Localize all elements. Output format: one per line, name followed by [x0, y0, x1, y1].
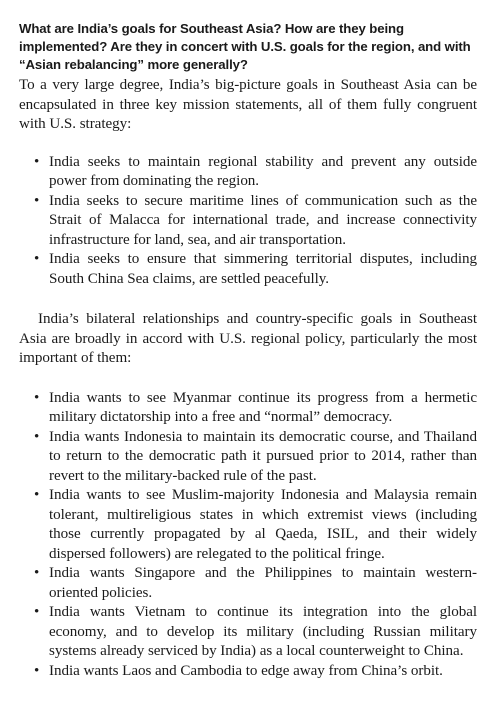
list-item-text: India wants Indonesia to maintain its democratic course, and Thailand to return to the democratic path it pursued prior to 2014, rather than revert to the military-backed rule of the past. [49, 428, 477, 484]
list-item-text: India wants to see Muslim-majority Indonesia and Malaysia remain tolerant, multireligious states in which extremist views (including those currently propagated by al Qaeda, ISIL, and their widely dispersed followers) are relegated to the political fringe. [49, 487, 477, 562]
list-item-text: India wants Singapore and the Philippines to maintain western-oriented policies. [49, 565, 477, 601]
list-item [34, 389, 477, 428]
spacer [19, 369, 477, 389]
list-item-text: India seeks to ensure that simmering territorial disputes, including South China Sea claims, are settled peacefully. [49, 251, 477, 287]
list-item [34, 486, 477, 564]
bullet-icon: • [34, 662, 40, 679]
spacer [19, 289, 477, 310]
list-item-text: India seeks to maintain regional stability and prevent any outside power from dominating the region. [49, 153, 477, 189]
list-item [34, 153, 477, 192]
bullet-icon: • [34, 487, 40, 503]
list-item-text: India wants to see Myanmar continue its progress from a hermetic military dictatorship into a free and “normal” democracy. [49, 389, 477, 425]
bullet-icon: • [34, 153, 40, 170]
document-page [19, 20, 477, 681]
bilateral-paragraph: India’s bilateral relationships and country-specific goals in Southeast Asia are broadly in accord with U.S. regional policy, particularly the most important of them: [19, 311, 477, 366]
list-item-text: India wants Vietnam to continue its integration into the global economy, and to develop its military (including Russian military systems already serviced by India) as a local counterweight to China. [49, 604, 477, 659]
list-item [34, 662, 477, 682]
bullet-icon: • [34, 389, 40, 406]
bullet-icon: • [34, 565, 40, 581]
bullet-icon: • [34, 604, 40, 620]
bullet-icon: • [34, 428, 40, 445]
list-item [34, 428, 477, 487]
list-item [34, 250, 477, 289]
intro-paragraph: To a very large degree, India’s big-picture goals in Southeast Asia can be encapsulated in three key mission statements, all of them fully congruent with U.S. strategy: [19, 77, 477, 132]
country-goals-list [19, 389, 477, 682]
list-item-text: India seeks to secure maritime lines of communication such as the Strait of Malacca for international trade, and increase connectivity infrastructure for land, sea, and air transportation. [49, 192, 477, 248]
list-item [34, 564, 477, 603]
section-question-heading: What are India’s goals for Southeast Asia? How are they being implemented? Are they in concert with U.S. goals for the region, and with “Asian rebalancing” more generally? [19, 21, 471, 72]
spacer [19, 135, 477, 153]
mission-statement-list [19, 153, 477, 290]
list-item-text: India wants Laos and Cambodia to edge away from China’s orbit. [49, 662, 443, 679]
bullet-icon: • [34, 251, 40, 267]
list-item [34, 192, 477, 251]
bullet-icon: • [34, 192, 40, 209]
list-item [34, 603, 477, 662]
